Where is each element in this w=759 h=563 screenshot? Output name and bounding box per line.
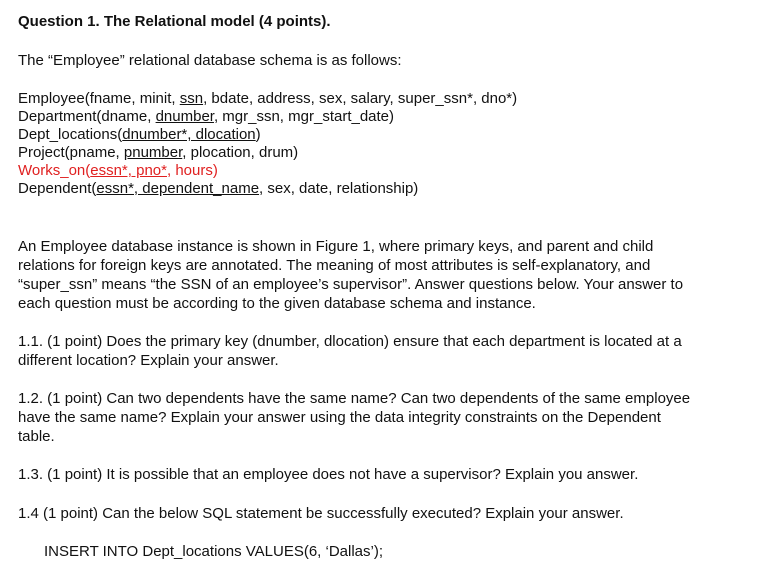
schema-department: Department(dname, dnumber, mgr_ssn, mgr_start_date) — [18, 108, 395, 125]
schema-intro: The “Employee” relational database schema is as follows: — [18, 52, 402, 69]
question-1-2: 1.2. (1 point) Can two dependents have the same name? Can two dependents of the same employee — [18, 390, 691, 407]
schema-works-on: Works_on(essn*, pno*, hours) — [18, 162, 218, 179]
schema-dept-locations: Dept_locations(dnumber*, dlocation) — [18, 126, 261, 143]
question-1-4: 1.4 (1 point) Can the below SQL statement be successfully executed? Explain your answer. — [18, 505, 624, 522]
sql-statement: INSERT INTO Dept_locations VALUES(6, ‘Dallas’); — [44, 543, 384, 560]
schema-employee: Employee(fname, minit, ssn, bdate, address, sex, salary, super_ssn*, dno*) — [18, 90, 518, 107]
primary-key: dnumber — [155, 108, 214, 125]
primary-key: essn*, pno* — [90, 162, 167, 179]
primary-key: essn*, dependent_name — [96, 180, 260, 197]
question-1-2: table. — [18, 428, 55, 445]
question-1-2: have the same name? Explain your answer using the data integrity constraints on the Dependent — [18, 409, 661, 426]
question-title: Question 1. The Relational model (4 points). — [18, 13, 331, 30]
primary-key: dnumber*, dlocation — [122, 126, 256, 143]
question-1-1: 1.1. (1 point) Does the primary key (dnumber, dlocation) ensure that each department is located at a — [18, 333, 682, 350]
paragraph-line: relations for foreign keys are annotated. The meaning of most attributes is self-explanatory, and — [18, 257, 651, 274]
paragraph-line: each question must be according to the given database schema and instance. — [18, 295, 536, 312]
schema-dependent: Dependent(essn*, dependent_name, sex, date, relationship) — [18, 180, 419, 197]
schema-project: Project(pname, pnumber, plocation, drum) — [18, 144, 299, 161]
question-1-1: different location? Explain your answer. — [18, 352, 279, 369]
paragraph-line: “super_ssn” means “the SSN of an employee’s supervisor”. Answer questions below. Your answer to — [18, 276, 684, 293]
primary-key: ssn — [179, 90, 204, 107]
question-1-3: 1.3. (1 point) It is possible that an employee does not have a supervisor? Explain you answer. — [18, 466, 639, 483]
primary-key: pnumber — [123, 144, 183, 161]
paragraph-line: An Employee database instance is shown in Figure 1, where primary keys, and parent and child — [18, 238, 654, 255]
